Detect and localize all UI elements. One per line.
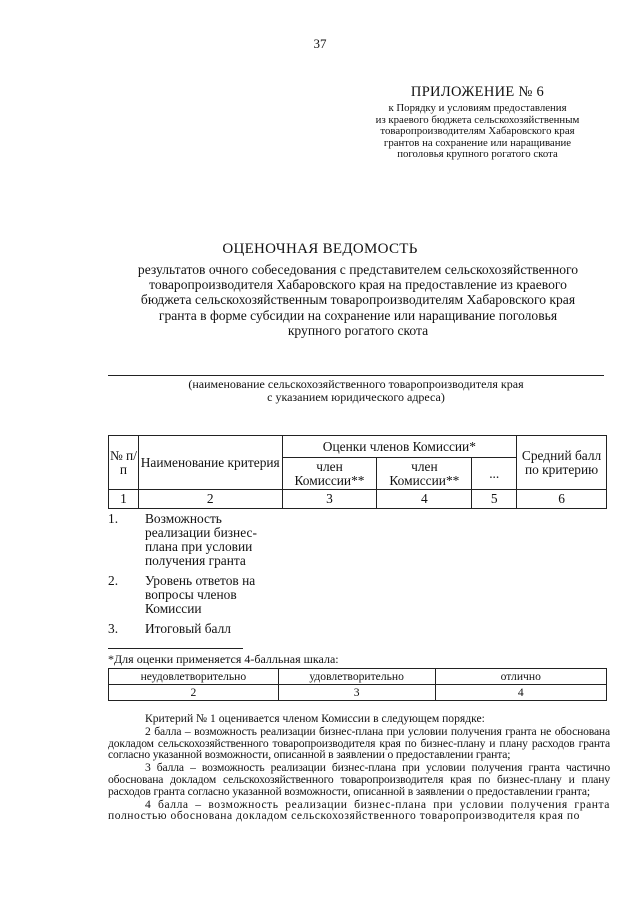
scale-value: 4 bbox=[435, 685, 607, 701]
scale-label: удовлетворительно bbox=[278, 669, 435, 685]
criterion-text: Итоговый балл bbox=[145, 621, 231, 636]
criterion-text: Возможность реализации бизнес-плана при условии получения гранта bbox=[145, 511, 257, 568]
subtitle-line: гранта в форме субсидии на сохранение или наращивание поголовья bbox=[158, 307, 558, 323]
appendix-reference bbox=[340, 103, 615, 161]
scale-table bbox=[108, 668, 607, 701]
subtitle-line: результатов очного собеседования с представителем сельскохозяйственного bbox=[137, 262, 579, 277]
col-header-etc: ... bbox=[472, 458, 517, 490]
index-cell: 6 bbox=[517, 490, 607, 509]
appendix-line: грантов на сохранение или наращивание bbox=[383, 136, 572, 149]
subtitle-line: крупного рогатого скота bbox=[287, 322, 429, 338]
list-item bbox=[108, 622, 308, 636]
index-cell: 2 bbox=[138, 490, 282, 509]
appendix-title: ПРИЛОЖЕНИЕ № 6 bbox=[410, 84, 545, 100]
index-cell: 4 bbox=[377, 490, 472, 509]
appendix-line: поголовья крупного рогатого скота bbox=[397, 148, 558, 161]
criterion-number: 1. bbox=[108, 511, 119, 526]
col-header-member-2: член Комиссии** bbox=[377, 458, 472, 490]
col-header-average: Средний балл по критерию bbox=[517, 436, 607, 490]
index-cell: 3 bbox=[282, 490, 377, 509]
evaluation-table bbox=[108, 435, 607, 509]
col-header-number: № п/п bbox=[109, 436, 139, 490]
col-header-criterion: Наименование критерия bbox=[138, 436, 282, 490]
scale-value: 2 bbox=[109, 685, 279, 701]
organization-caption bbox=[108, 378, 604, 403]
appendix-line: к Порядку и условиям предоставления bbox=[388, 102, 567, 114]
list-item bbox=[108, 512, 308, 568]
document-title: ОЦЕНОЧНАЯ ВЕДОМОСТЬ bbox=[222, 241, 418, 257]
appendix-line: из краевого бюджета сельскохозяйственным bbox=[375, 113, 580, 126]
rule-paragraph: 3 балла – возможность реализации бизнес-плана при условии получения гранта частично обоснована докладом сельскохозяйственного товаропроизводителя края по бизнес-плану и плану расходов гранта согласно указанной возможности, описанной в заявлении о предоставлении гранта; bbox=[108, 761, 610, 798]
scale-label: неудовлетворительно bbox=[109, 669, 279, 685]
scale-value: 3 bbox=[278, 685, 435, 701]
footnote-separator bbox=[108, 648, 243, 649]
col-header-member-1: член Комиссии** bbox=[282, 458, 377, 490]
subtitle-line: бюджета сельскохозяйственным товаропроизводителям Хабаровского края bbox=[140, 292, 576, 308]
criterion-number: 2. bbox=[108, 573, 119, 588]
appendix-line: товаропроизводителям Хабаровского края bbox=[380, 125, 575, 138]
evaluation-rules bbox=[108, 713, 610, 823]
criteria-list bbox=[108, 512, 308, 642]
rules-intro: Критерий № 1 оценивается членом Комиссии в следующем порядке: bbox=[145, 712, 485, 725]
caption-line: (наименование сельскохозяйственного товаропроизводителя края bbox=[188, 377, 524, 391]
document-subtitle bbox=[108, 262, 608, 338]
page-number: 37 bbox=[313, 36, 327, 51]
footnote: *Для оценки применяется 4-балльная шкала: bbox=[108, 652, 339, 666]
caption-line: с указанием юридического адреса) bbox=[267, 389, 445, 404]
criterion-text: Уровень ответов на вопросы членов Комиссии bbox=[145, 573, 256, 616]
index-cell: 1 bbox=[109, 490, 139, 509]
subtitle-line: товаропроизводителя Хабаровского края на предоставление из краевого bbox=[149, 277, 567, 293]
rule-paragraph: 4 балла – возможность реализации бизнес-плана при условии получения гранта полностью обоснована докладом сельскохозяйственного товаропроизводителя края по bbox=[108, 797, 610, 823]
index-cell: 5 bbox=[472, 490, 517, 509]
rule-paragraph: 2 балла – возможность реализации бизнес-плана при условии получения гранта не обоснована докладом сельскохозяйственного товаропроизводителя края по бизнес-плану и плану расходов гранта согласно указанной возможности, описанной в заявлении о предоставлении гранта; bbox=[108, 724, 610, 762]
col-header-commission-scores: Оценки членов Комиссии* bbox=[282, 436, 517, 458]
criterion-number: 3. bbox=[108, 621, 119, 636]
scale-label: отлично bbox=[435, 669, 607, 685]
organization-name-line bbox=[108, 375, 604, 376]
list-item bbox=[108, 574, 308, 616]
